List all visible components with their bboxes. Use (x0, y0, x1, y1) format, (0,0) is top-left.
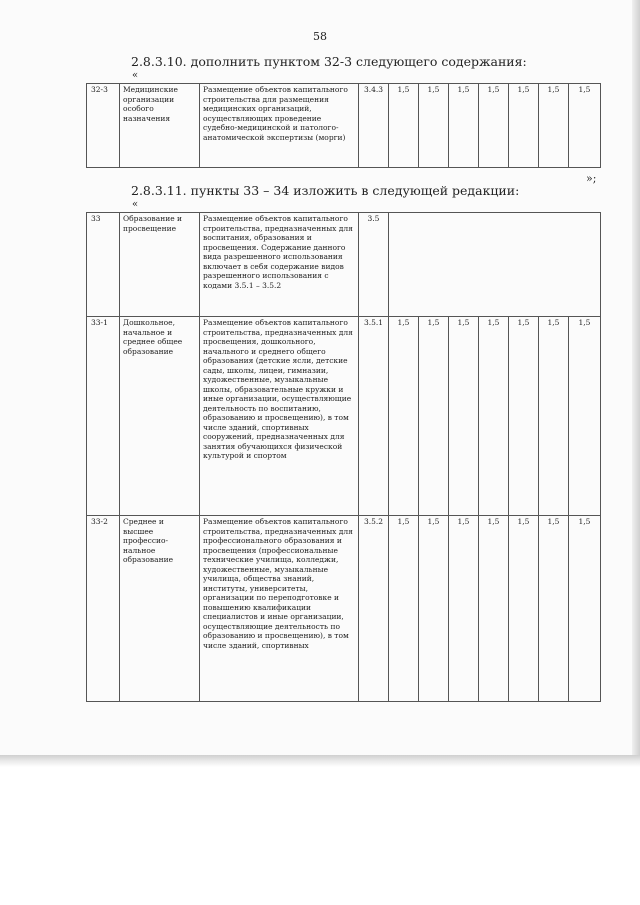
row-number: 33-2 (87, 516, 120, 702)
row-value: 1,5 (449, 516, 479, 702)
scan-edge-right (632, 0, 640, 765)
row-value: 1,5 (539, 317, 569, 516)
open-quote-1: « (132, 70, 139, 81)
row-description: Размещение объектов капитального строительства для размещения медицинских организаций, осуществляющих проведение судебно-медицинской и патолого-анатомической экспертизы (морги) (200, 84, 359, 168)
row-code: 3.5.1 (359, 317, 389, 516)
row-code: 3.4.3 (359, 84, 389, 168)
open-quote-2: « (132, 199, 139, 210)
row-empty-values (389, 213, 601, 317)
row-code: 3.5.2 (359, 516, 389, 702)
row-value: 1,5 (569, 317, 601, 516)
row-value: 1,5 (539, 516, 569, 702)
scan-edge-bottom (0, 755, 640, 767)
row-description: Размещение объектов капитального строительства, предназначенных для профессионального образования и просвещения (профессиональные технические училища, колледжи, художественные, музыкальные училища, общества знаний, институты, университеты, организации по переподготовке и повышению квалификации специалистов и иные организации, осуществляющие деятельность по образованию и просвещению), в том числе зданий, спортивных (200, 516, 359, 702)
close-quote-1: »; (586, 172, 597, 185)
row-value: 1,5 (479, 317, 509, 516)
row-value: 1,5 (509, 317, 539, 516)
row-name: Медицинские организации особого назначения (120, 84, 200, 168)
row-value: 1,5 (479, 84, 509, 168)
table-32-3 (86, 83, 601, 168)
row-number: 32-3 (87, 84, 120, 168)
row-name: Дошкольное, начальное и среднее общее образование (120, 317, 200, 516)
table-33-34 (86, 212, 601, 702)
row-description: Размещение объектов капитального строительства, предназначенных для просвещения, дошкольного, начального и среднего общего образования (детские ясли, детские сады, школы, лицеи, гимназии, художественные, музыкальные школы, образовательные кружки и иные организации, осуществляющие деятельность по воспитанию, образованию и просвещению), в том числе зданий, спортивных сооружений, предназначенных для занятия обучающихся физической культурой и спортом (200, 317, 359, 516)
row-value: 1,5 (449, 317, 479, 516)
table-row (87, 213, 601, 317)
table-row (87, 84, 601, 168)
row-value: 1,5 (539, 84, 569, 168)
row-value: 1,5 (569, 516, 601, 702)
row-name: Образование и просвещение (120, 213, 200, 317)
row-value: 1,5 (509, 84, 539, 168)
table-row (87, 516, 601, 702)
row-name: Среднее и высшее профессио-нальное образование (120, 516, 200, 702)
table-row (87, 317, 601, 516)
row-value: 1,5 (419, 84, 449, 168)
row-value: 1,5 (389, 84, 419, 168)
row-value: 1,5 (449, 84, 479, 168)
row-number: 33 (87, 213, 120, 317)
row-value: 1,5 (419, 516, 449, 702)
row-code: 3.5 (359, 213, 389, 317)
row-description: Размещение объектов капитального строительства, предназначенных для воспитания, образования и просвещения. Содержание данного вида разрешенного использования включает в себя содержание видов разрешенного использования с кодами 3.5.1 – 3.5.2 (200, 213, 359, 317)
page-number: 58 (313, 30, 327, 43)
section-heading-1: 2.8.3.10. дополнить пунктом 32-3 следующего содержания: (131, 54, 527, 69)
row-value: 1,5 (389, 317, 419, 516)
row-value: 1,5 (479, 516, 509, 702)
section-heading-2: 2.8.3.11. пункты 33 – 34 изложить в следующей редакции: (131, 183, 520, 198)
row-value: 1,5 (569, 84, 601, 168)
row-value: 1,5 (389, 516, 419, 702)
row-value: 1,5 (509, 516, 539, 702)
row-number: 33-1 (87, 317, 120, 516)
row-value: 1,5 (419, 317, 449, 516)
